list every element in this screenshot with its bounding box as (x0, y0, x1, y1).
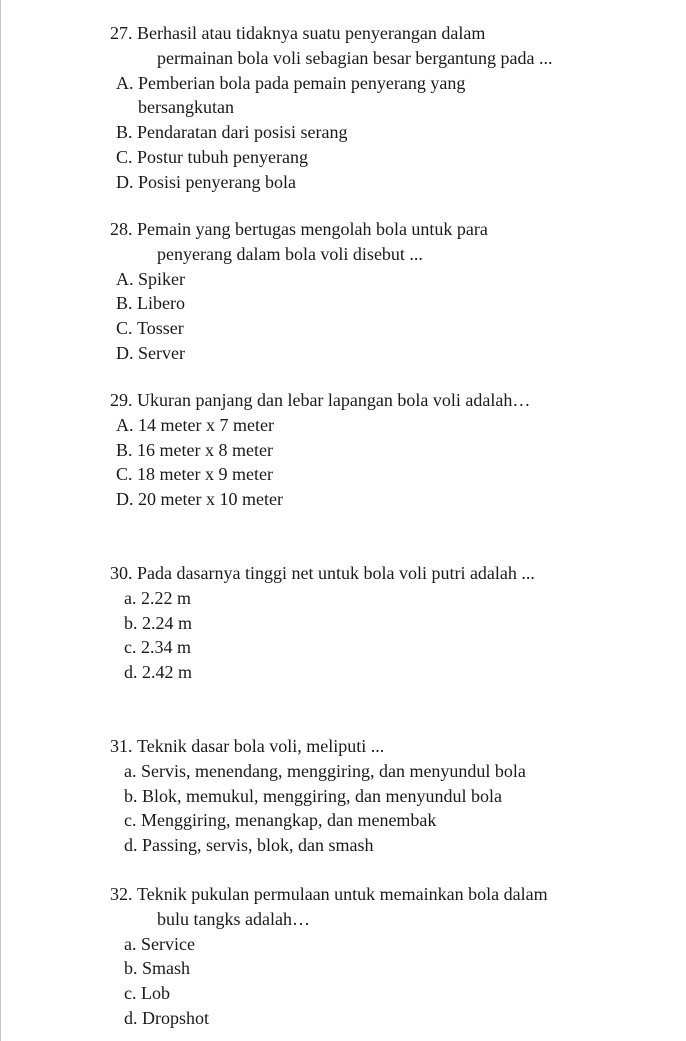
option-text: 18 meter x 9 meter (137, 464, 273, 485)
question-28 (0, 217, 686, 366)
question-text-line1: Ukuran panjang dan lebar lapangan bola voli adalah… (137, 390, 531, 410)
option-text: Posisi penyerang bola (138, 171, 296, 192)
answer-options (0, 586, 686, 685)
option-letter: d. (124, 662, 142, 683)
option-b[interactable] (0, 784, 686, 809)
question-text-line2: penyerang dalam bola voli disebut ... (157, 243, 423, 264)
option-text: Servis, menendang, menggiring, dan menyundul bola (141, 760, 526, 781)
question-stem (0, 21, 686, 71)
option-d[interactable] (0, 1006, 686, 1031)
option-letter: d. (124, 1007, 142, 1028)
question-text-line1: Berhasil atau tidaknya suatu penyerangan dalam (137, 23, 486, 43)
option-b[interactable] (0, 291, 686, 316)
question-stem (0, 388, 686, 413)
question-31 (0, 734, 686, 858)
option-c[interactable] (0, 808, 686, 833)
question-number: 31. (110, 736, 137, 756)
question-32 (0, 882, 686, 1031)
option-b[interactable] (0, 120, 686, 145)
option-letter: A. (116, 268, 138, 289)
option-b[interactable] (0, 956, 686, 981)
option-letter: b. (124, 958, 142, 979)
option-text: Menggiring, menangkap, dan menembak (141, 810, 437, 831)
question-text (137, 217, 642, 267)
option-letter: a. (124, 933, 141, 954)
option-letter: D. (116, 342, 138, 363)
option-text: Pendaratan dari posisi serang (137, 122, 348, 143)
option-c[interactable] (0, 462, 686, 487)
option-text: Libero (137, 293, 185, 314)
option-c[interactable] (0, 145, 686, 170)
question-text (137, 882, 642, 932)
option-letter: c. (124, 810, 141, 831)
question-text-line2: permainan bola voli sebagian besar bergantung pada ... (157, 47, 553, 68)
option-b[interactable] (0, 611, 686, 636)
option-text: Pemberian bola pada pemain penyerang yang bersangkutan (138, 72, 466, 118)
option-text: 14 meter x 7 meter (138, 414, 274, 435)
option-letter: a. (124, 587, 141, 608)
option-text: 2.24 m (142, 612, 193, 633)
question-text-line1: Pada dasarnya tinggi net untuk bola voli putri adalah ... (137, 563, 535, 583)
option-text: Service (141, 933, 195, 954)
answer-options (0, 932, 686, 1031)
option-letter: c. (124, 983, 141, 1004)
option-b[interactable] (0, 438, 686, 463)
option-letter: C. (116, 464, 138, 485)
option-text: Dropshot (142, 1007, 209, 1028)
answer-options (0, 759, 686, 858)
question-text (137, 388, 642, 413)
option-text: Smash (142, 958, 191, 979)
option-a[interactable] (0, 759, 686, 784)
question-text (137, 21, 642, 71)
option-text: Lob (141, 983, 170, 1004)
option-letter: c. (124, 637, 141, 658)
option-text: 2.34 m (141, 637, 192, 658)
question-text-line1: Teknik pukulan permulaan untuk memainkan bola dalam (137, 884, 548, 904)
option-letter: D. (116, 171, 138, 192)
option-letter: a. (124, 760, 141, 781)
question-text (137, 561, 642, 586)
option-text: Tosser (137, 318, 184, 339)
question-27 (0, 21, 686, 195)
option-letter: C. (116, 146, 138, 167)
question-29 (0, 388, 686, 512)
option-d[interactable] (0, 487, 686, 512)
question-text (137, 734, 642, 759)
answer-options (0, 267, 686, 366)
option-d[interactable] (0, 341, 686, 366)
option-letter: A. (116, 414, 138, 435)
option-letter: b. (124, 785, 142, 806)
option-text: 2.22 m (141, 587, 192, 608)
option-letter: B. (116, 122, 138, 143)
option-a[interactable] (0, 586, 686, 611)
option-text: Passing, servis, blok, dan smash (142, 835, 374, 856)
question-stem (0, 561, 686, 586)
option-d[interactable] (0, 833, 686, 858)
option-letter: B. (116, 439, 138, 460)
answer-options (0, 71, 686, 195)
option-text: Spiker (138, 268, 185, 289)
option-c[interactable] (0, 635, 686, 660)
question-text-line1: Pemain yang bertugas mengolah bola untuk para (137, 219, 488, 239)
option-a[interactable] (0, 413, 686, 438)
question-30 (0, 561, 686, 685)
question-number: 29. (110, 390, 137, 410)
answer-options (0, 413, 686, 512)
option-text: Blok, memukul, menggiring, dan menyundul bola (142, 785, 502, 806)
question-stem (0, 882, 686, 932)
option-letter: B. (116, 293, 138, 314)
option-letter: C. (116, 318, 138, 339)
question-text-line2: bulu tangks adalah… (157, 908, 310, 929)
option-a[interactable] (0, 71, 686, 121)
option-letter: d. (124, 835, 142, 856)
option-text: 16 meter x 8 meter (137, 439, 273, 460)
question-stem (0, 734, 686, 759)
option-c[interactable] (0, 316, 686, 341)
question-number: 30. (110, 563, 137, 583)
option-c[interactable] (0, 981, 686, 1006)
question-stem (0, 217, 686, 267)
question-number: 27. (110, 23, 137, 43)
option-letter: b. (124, 612, 142, 633)
option-a[interactable] (0, 267, 686, 292)
option-d[interactable] (0, 170, 686, 195)
question-number: 32. (110, 884, 137, 904)
option-letter: D. (116, 489, 138, 510)
question-text-line1: Teknik dasar bola voli, meliputi ... (137, 736, 385, 756)
option-text: Postur tubuh penyerang (137, 146, 308, 167)
option-d[interactable] (0, 660, 686, 685)
option-letter: A. (116, 72, 138, 93)
question-number: 28. (110, 219, 137, 239)
option-text: 2.42 m (142, 662, 193, 683)
option-text: 20 meter x 10 meter (138, 489, 283, 510)
option-text: Server (138, 342, 185, 363)
option-a[interactable] (0, 932, 686, 957)
